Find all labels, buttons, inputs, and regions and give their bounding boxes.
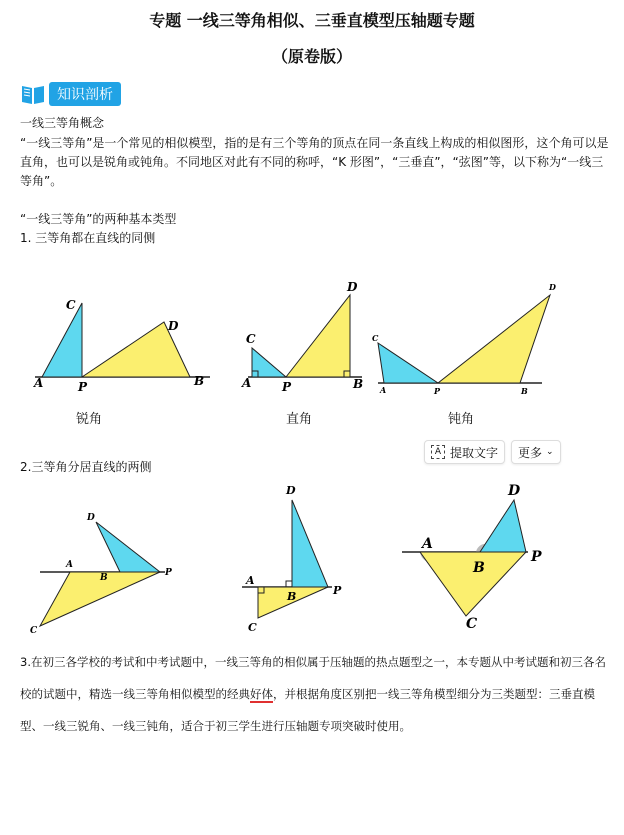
label-p: P <box>78 380 88 394</box>
page-title: 专题 一线三等角相似、三垂直模型压轴题专题 <box>149 11 475 30</box>
diagram-obtuse <box>372 282 556 396</box>
label-b: B <box>473 560 485 576</box>
type1-heading: 1. 三等角都在直线的同侧 <box>20 231 156 245</box>
label-a: A <box>242 376 252 390</box>
paragraph-3-underlined: 好体 <box>250 687 273 701</box>
caption-acute: 锐角 <box>76 412 103 427</box>
label-a: A <box>246 574 255 587</box>
paragraph-3-before: 3.在初三各学校的考试和中考试题中，一线三等角的相似属于压轴题的热点题型之一，本专题从中考试题和初三各名校的试题中，精选一线三等角相似模型的经典 <box>20 655 606 701</box>
label-c: C <box>372 333 379 343</box>
diagram-acute-opposite <box>30 513 172 636</box>
label-b: B <box>100 573 108 583</box>
diagram-acute <box>33 298 210 394</box>
label-c: C <box>466 616 478 632</box>
label-c: C <box>30 626 38 636</box>
label-c: C <box>246 332 256 346</box>
concept-heading: 一线三等角概念 <box>20 116 105 130</box>
section-badge <box>20 82 121 106</box>
label-d: D <box>168 319 179 333</box>
concept-body: “一线三等角”是一个常见的相似模型，指的是有三个等角的顶点在同一条直线上构成的相似图形，这个角可以是直角，也可以是锐角或钝角。不同地区对此有不同的称呼，“K 形图”，“三垂直”，“弦图”等，以下称为“一线三等角”。 <box>20 136 609 188</box>
paragraph-3 <box>20 646 610 742</box>
page-subtitle: （原卷版） <box>271 47 352 66</box>
label-d: D <box>508 483 521 499</box>
label-b: B <box>194 374 205 388</box>
type2-diagrams <box>20 478 620 638</box>
more-label: 更多 <box>518 445 543 460</box>
label-p: P <box>333 584 342 597</box>
type2-heading: 2.三等角分居直线的两侧 <box>20 460 152 474</box>
types-heading: “一线三等角”的两种基本类型 <box>20 212 177 226</box>
label-p: P <box>282 380 292 394</box>
label-d: D <box>549 282 556 292</box>
book-icon <box>20 82 46 106</box>
label-d: D <box>87 513 95 523</box>
section-badge-label: 知识剖析 <box>49 82 121 106</box>
diagram-obtuse-opposite <box>402 483 542 632</box>
label-a: A <box>66 560 73 570</box>
label-a: A <box>422 536 433 552</box>
type1-diagrams <box>20 275 620 405</box>
label-a: A <box>380 385 387 395</box>
caption-right: 直角 <box>286 412 313 427</box>
diagram-right-opposite <box>242 484 342 634</box>
label-p: P <box>165 568 172 578</box>
label-c: C <box>66 298 76 312</box>
label-c: C <box>248 621 257 634</box>
label-a: A <box>34 376 44 390</box>
label-p: P <box>531 549 542 565</box>
text-scan-icon: A <box>431 445 445 459</box>
diagram-right <box>241 280 363 394</box>
caption-obtuse: 钝角 <box>448 412 475 427</box>
label-p: P <box>434 386 441 396</box>
label-d: D <box>286 484 296 497</box>
label-d: D <box>347 280 358 294</box>
label-b: B <box>353 377 364 391</box>
extract-text-label: 提取文字 <box>450 445 499 460</box>
label-b: B <box>287 590 297 603</box>
paragraph-3-after: ，并根据角度区别把一线三等角模型细分为三类题型：三垂直模型、一线三锐角、一线三钝角，适合于初三学生进行压轴题专项突破时使用。 <box>20 687 595 733</box>
chevron-down-icon: ⌄ <box>546 447 554 457</box>
label-b: B <box>521 386 528 396</box>
